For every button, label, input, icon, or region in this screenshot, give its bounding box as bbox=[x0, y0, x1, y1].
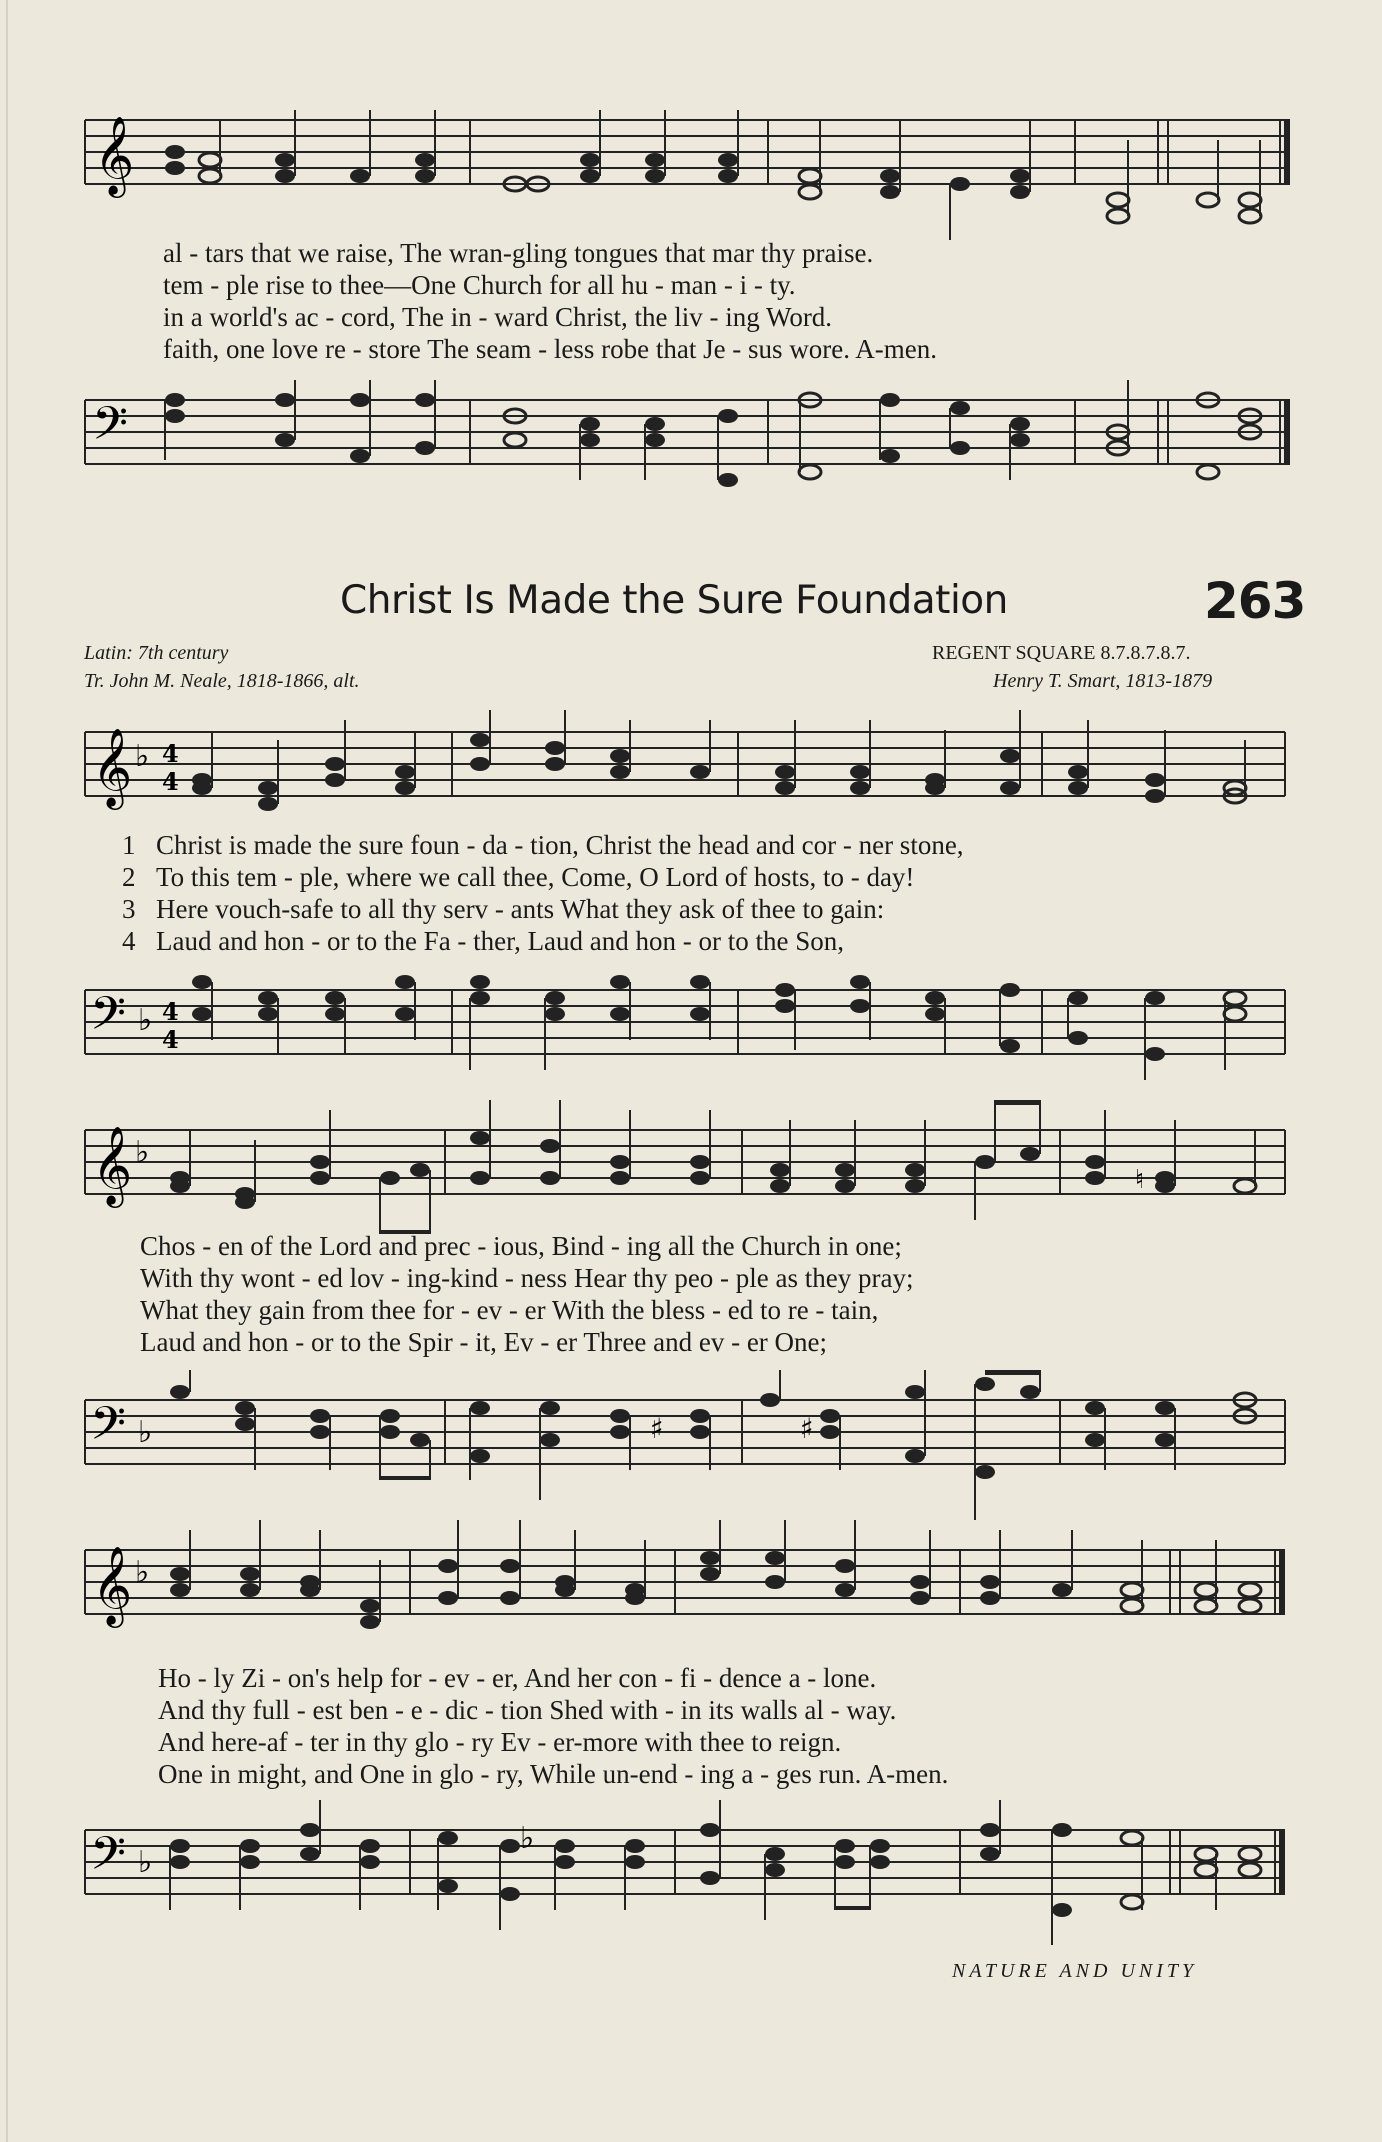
text-credit-origin: Latin: 7th century bbox=[84, 642, 229, 664]
verse-4-line-2: Laud and hon - or to the Spir - it, Ev - er Three and ev - er One; bbox=[140, 1327, 828, 1357]
lyric-line-prev-2: tem - ple rise to thee—One Church for all hu - man - i - ty. bbox=[163, 270, 796, 300]
treble-clef-icon: 𝄞 bbox=[92, 1126, 133, 1205]
verse-3-line-1: 3 Here vouch-safe to all thy serv - ants What they ask of thee to gain: bbox=[122, 894, 885, 924]
sharp-icon: ♯ bbox=[650, 1412, 664, 1445]
time-signature-top: 4 bbox=[162, 739, 179, 768]
hymn-number: 263 bbox=[1204, 572, 1306, 630]
svg-text:4: 4 bbox=[162, 997, 179, 1026]
verse-3-line-3: And here-af - ter in thy glo - ry Ev - er-more with thee to reign. bbox=[158, 1727, 842, 1757]
verse-2-line-2: With thy wont - ed lov - ing-kind - ness Hear thy peo - ple as they pray; bbox=[140, 1263, 914, 1293]
bass-clef-icon: 𝄢 bbox=[90, 1397, 127, 1462]
verse-4-line-3: One in might, and One in glo - ry, While un-end - ing a - ges run. A-men. bbox=[158, 1759, 949, 1789]
verse-1-line-1: 1 Christ is made the sure foun - da - tion, Christ the head and cor - ner stone, bbox=[122, 830, 964, 860]
time-signature-bottom: 4 bbox=[162, 767, 179, 796]
lyric-line-prev-4: faith, one love re - store The seam - less robe that Je - sus wore. A-men. bbox=[163, 334, 938, 364]
verse-3-line-2: What they gain from thee for - ev - er With the bless - ed to re - tain, bbox=[140, 1295, 879, 1325]
flat-icon: ♭ bbox=[520, 1821, 535, 1856]
verse-1-line-2: Chos - en of the Lord and prec - ious, Bind - ing all the Church in one; bbox=[140, 1231, 902, 1261]
verse-2-line-3: And thy full - est ben - e - dic - tion Shed with - in its walls al - way. bbox=[158, 1695, 897, 1725]
tune-name: REGENT SQUARE 8.7.8.7.8.7. bbox=[932, 642, 1191, 664]
treble-staff-system-1 bbox=[0, 710, 1382, 830]
verse-2-line-1: 2 To this tem - ple, where we call thee, Come, O Lord of hosts, to - day! bbox=[122, 862, 915, 892]
flat-icon: ♭ bbox=[138, 1845, 153, 1880]
flat-icon: ♭ bbox=[138, 1003, 153, 1038]
treble-staff-system-2 bbox=[0, 1100, 1382, 1230]
natural-icon: ♮ bbox=[1135, 1165, 1145, 1195]
bass-clef-icon: 𝄢 bbox=[90, 987, 127, 1052]
flat-icon: ♭ bbox=[138, 1415, 153, 1450]
tune-credit: Henry T. Smart, 1813-1879 bbox=[993, 670, 1213, 692]
treble-staff-system-3 bbox=[0, 1520, 1382, 1650]
sharp-icon: ♯ bbox=[800, 1412, 814, 1445]
svg-text:4: 4 bbox=[162, 1025, 179, 1054]
treble-clef-icon: 𝄞 bbox=[94, 116, 135, 195]
flat-icon: ♭ bbox=[135, 1555, 150, 1590]
section-footer: NATURE AND UNITY bbox=[952, 1960, 1198, 1982]
verse-4-line-1: 4 Laud and hon - or to the Fa - ther, Laud and hon - or to the Son, bbox=[122, 926, 845, 956]
bass-clef-icon: 𝄢 bbox=[92, 397, 129, 462]
text-credit-translator: Tr. John M. Neale, 1818-1866, alt. bbox=[84, 670, 360, 692]
bass-clef-icon: 𝄢 bbox=[90, 1827, 127, 1892]
flat-icon: ♭ bbox=[135, 739, 150, 774]
verse-1-line-3: Ho - ly Zi - on's help for - ev - er, And her con - fi - dence a - lone. bbox=[158, 1663, 877, 1693]
lyric-line-prev-1: al - tars that we raise, The wran-gling tongues that mar thy praise. bbox=[163, 238, 874, 268]
lyric-line-prev-3: in a world's ac - cord, The in - ward Christ, the liv - ing Word. bbox=[163, 302, 833, 332]
flat-icon: ♭ bbox=[135, 1135, 150, 1170]
bass-staff-system-1 bbox=[0, 970, 1382, 1100]
treble-clef-icon: 𝄞 bbox=[92, 1546, 133, 1625]
treble-staff-top bbox=[0, 100, 1382, 220]
treble-clef-icon: 𝄞 bbox=[92, 728, 133, 807]
bass-staff-system-2 bbox=[0, 1370, 1382, 1520]
hymn-title: Christ Is Made the Sure Foundation bbox=[340, 578, 1008, 623]
bass-staff-top bbox=[0, 380, 1382, 510]
bass-staff-system-3 bbox=[0, 1800, 1382, 1950]
